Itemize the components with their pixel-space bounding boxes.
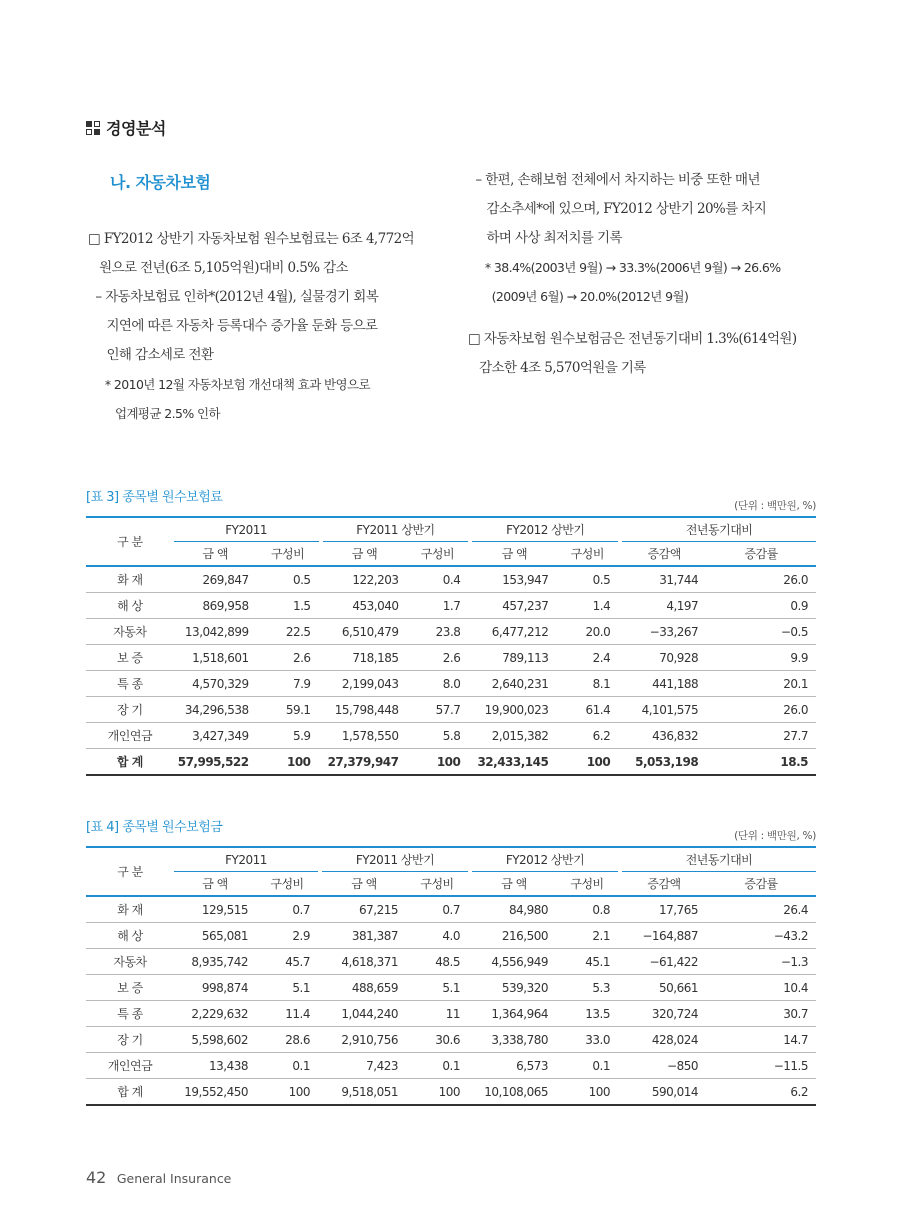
table-row (86, 749, 816, 776)
table-cell: 100 (257, 749, 319, 776)
table-cell: 100 (256, 1079, 318, 1106)
table-header-subcol: 구성비 (257, 542, 319, 567)
table-cell: 34,296,538 (174, 697, 257, 723)
table-cell: 31,744 (622, 566, 706, 593)
table-row (86, 1027, 816, 1053)
left-line-5: 인해 감소세로 전환 (88, 347, 214, 363)
table-3-unit: (단위 : 백만원, %) (734, 500, 816, 512)
row-label: 화 재 (86, 566, 174, 593)
table-header-subcol: 금 액 (322, 872, 406, 897)
table-cell: 0.9 (706, 593, 816, 619)
table-header-group: FY2012 상반기 (472, 847, 618, 872)
table-cell: 0.8 (556, 896, 618, 923)
table-cell: 2.6 (407, 645, 469, 671)
table-cell: 2.9 (256, 923, 318, 949)
table-cell: 32,433,145 (472, 749, 556, 776)
row-label: 합 계 (86, 1079, 174, 1106)
table-cell: 7,423 (322, 1053, 406, 1079)
table-cell: 2.4 (556, 645, 618, 671)
table-cell: 590,014 (622, 1079, 706, 1106)
table-cell: 28.6 (256, 1027, 318, 1053)
table-cell: 8.1 (556, 671, 618, 697)
table-cell: 5,598,602 (174, 1027, 256, 1053)
row-label: 보 증 (86, 975, 174, 1001)
table-cell: 5.3 (556, 975, 618, 1001)
table-cell: 5,053,198 (622, 749, 706, 776)
table-cell: 0.5 (556, 566, 618, 593)
page-number: 42 (86, 1168, 107, 1187)
table-header-subcol: 증감률 (706, 872, 816, 897)
table-cell: 100 (556, 749, 618, 776)
table-cell: 1,518,601 (174, 645, 257, 671)
left-note-1: * 2010년 12월 자동차보험 개선대책 효과 반영으로 (88, 377, 370, 392)
table-row (86, 645, 816, 671)
table-cell: 789,113 (472, 645, 556, 671)
table-4 (86, 846, 816, 1106)
table-cell: 57.7 (407, 697, 469, 723)
table-cell: 269,847 (174, 566, 257, 593)
row-label: 특 종 (86, 1001, 174, 1027)
table-cell: 3,427,349 (174, 723, 257, 749)
row-label: 해 상 (86, 923, 174, 949)
table-cell: 5.1 (256, 975, 318, 1001)
table-cell: 10,108,065 (472, 1079, 556, 1106)
table-cell: 441,188 (622, 671, 706, 697)
table-cell: 11 (406, 1001, 468, 1027)
table-cell: 19,900,023 (472, 697, 556, 723)
table-cell: 26.4 (706, 896, 816, 923)
table-cell: 100 (556, 1079, 618, 1106)
right-note-1: * 38.4%(2003년 9월) → 33.3%(2006년 9월) → 26.6% (468, 260, 781, 275)
table-cell: 57,995,522 (174, 749, 257, 776)
table-cell: 0.1 (406, 1053, 468, 1079)
right-note-2: (2009년 6월) → 20.0%(2012년 9월) (468, 289, 689, 304)
table-cell: 23.8 (407, 619, 469, 645)
row-label: 장 기 (86, 1027, 174, 1053)
right-line-1: – 한편, 손해보험 전체에서 차지하는 비중 또한 매년 (468, 172, 760, 188)
left-line-3: – 자동차보험료 인하*(2012년 4월), 실물경기 회복 (88, 289, 379, 305)
page-footer (86, 1168, 231, 1187)
table-cell: 100 (407, 749, 469, 776)
table-cell: −33,267 (622, 619, 706, 645)
table-cell: 153,947 (472, 566, 556, 593)
table-header-subcol: 구성비 (406, 872, 468, 897)
table-3-block (86, 488, 816, 776)
table-cell: 30.7 (706, 1001, 816, 1027)
table-header-subcol: 구성비 (556, 872, 618, 897)
table-cell: 8,935,742 (174, 949, 256, 975)
table-header-subcol: 금 액 (472, 542, 556, 567)
table-cell: 4,556,949 (472, 949, 556, 975)
table-header-group: 전년동기대비 (622, 847, 816, 872)
section-header (86, 116, 166, 139)
table-cell: 45.1 (556, 949, 618, 975)
table-cell: 129,515 (174, 896, 256, 923)
row-label: 합 계 (86, 749, 174, 776)
table-4-block (86, 818, 816, 1106)
table-cell: 565,081 (174, 923, 256, 949)
table-cell: 1,044,240 (322, 1001, 406, 1027)
table-cell: 13,042,899 (174, 619, 257, 645)
table-cell: 8.0 (407, 671, 469, 697)
table-cell: 13.5 (556, 1001, 618, 1027)
left-text-column (88, 225, 448, 428)
table-cell: 2,229,632 (174, 1001, 256, 1027)
table-header-subcol: 금 액 (174, 872, 256, 897)
row-label: 개인연금 (86, 723, 174, 749)
table-header-group: FY2011 (174, 847, 318, 872)
table-cell: 869,958 (174, 593, 257, 619)
table-cell: −164,887 (622, 923, 706, 949)
table-cell: 381,387 (322, 923, 406, 949)
subsection-title: 나. 자동차보험 (110, 173, 211, 192)
table-cell: 20.1 (706, 671, 816, 697)
right-line-4: □ 자동차보험 원수보험금은 전년동기대비 1.3%(614억원) (468, 331, 797, 347)
table-cell: 2.1 (556, 923, 618, 949)
table-cell: 6.2 (556, 723, 618, 749)
table-row (86, 593, 816, 619)
table-header-group: 전년동기대비 (622, 517, 816, 542)
table-header-subcol: 구성비 (256, 872, 318, 897)
table-cell: 0.1 (256, 1053, 318, 1079)
table-cell: 2,910,756 (322, 1027, 406, 1053)
right-line-3: 하며 사상 최저치를 기록 (468, 230, 622, 246)
table-4-body (86, 896, 816, 1105)
row-label: 보 증 (86, 645, 174, 671)
table-cell: 5.9 (257, 723, 319, 749)
table-cell: 70,928 (622, 645, 706, 671)
table-cell: 26.0 (706, 566, 816, 593)
table-cell: 26.0 (706, 697, 816, 723)
table-cell: 13,438 (174, 1053, 256, 1079)
left-line-4: 지연에 따른 자동차 등록대수 증가율 둔화 등으로 (88, 318, 378, 334)
table-cell: 50,661 (622, 975, 706, 1001)
table-cell: 998,874 (174, 975, 256, 1001)
table-cell: 457,237 (472, 593, 556, 619)
table-row (86, 697, 816, 723)
table-row (86, 949, 816, 975)
table-cell: 6,573 (472, 1053, 556, 1079)
table-cell: 27,379,947 (323, 749, 407, 776)
table-cell: 0.1 (556, 1053, 618, 1079)
table-row (86, 1053, 816, 1079)
right-text-column (468, 166, 818, 383)
table-cell: 9.9 (706, 645, 816, 671)
right-line-5: 감소한 4조 5,570억원을 기록 (468, 360, 646, 376)
table-cell: 0.5 (257, 566, 319, 593)
table-header-rowhead: 구 분 (86, 847, 174, 896)
row-label: 화 재 (86, 896, 174, 923)
table-cell: 488,659 (322, 975, 406, 1001)
table-row (86, 1079, 816, 1106)
table-cell: 4,618,371 (322, 949, 406, 975)
table-cell: 27.7 (706, 723, 816, 749)
table-cell: 0.4 (407, 566, 469, 593)
table-cell: 2.6 (257, 645, 319, 671)
table-cell: 428,024 (622, 1027, 706, 1053)
table-cell: 11.4 (256, 1001, 318, 1027)
table-cell: 3,338,780 (472, 1027, 556, 1053)
table-row (86, 619, 816, 645)
table-cell: 45.7 (256, 949, 318, 975)
table-cell: 216,500 (472, 923, 556, 949)
table-cell: 15,798,448 (323, 697, 407, 723)
table-cell: 6,510,479 (323, 619, 407, 645)
table-header-subcol: 금 액 (174, 542, 257, 567)
table-3 (86, 516, 816, 776)
table-3-title: [표 3] 종목별 원수보험료 (86, 490, 223, 505)
table-cell: 100 (406, 1079, 468, 1106)
left-line-1: □ FY2012 상반기 자동차보험 원수보험료는 6조 4,772억 (88, 231, 415, 247)
table-3-body (86, 566, 816, 775)
table-cell: 17,765 (622, 896, 706, 923)
row-label: 자동차 (86, 949, 174, 975)
table-cell: −0.5 (706, 619, 816, 645)
table-row (86, 923, 816, 949)
table-cell: 5.8 (407, 723, 469, 749)
table-cell: 9,518,051 (322, 1079, 406, 1106)
table-cell: 6,477,212 (472, 619, 556, 645)
table-cell: 1,364,964 (472, 1001, 556, 1027)
left-note-2: 업계평균 2.5% 인하 (88, 406, 220, 421)
row-label: 해 상 (86, 593, 174, 619)
table-header-group: FY2011 (174, 517, 319, 542)
table-row (86, 566, 816, 593)
table-cell: 4,101,575 (622, 697, 706, 723)
table-header-subcol: 금 액 (323, 542, 407, 567)
table-cell: 33.0 (556, 1027, 618, 1053)
table-row (86, 671, 816, 697)
table-cell: 539,320 (472, 975, 556, 1001)
table-cell: 2,640,231 (472, 671, 556, 697)
table-row (86, 723, 816, 749)
table-4-unit: (단위 : 백만원, %) (734, 830, 816, 842)
table-row (86, 1001, 816, 1027)
table-cell: 2,015,382 (472, 723, 556, 749)
table-cell: 2,199,043 (323, 671, 407, 697)
table-4-title: [표 4] 종목별 원수보험금 (86, 820, 223, 835)
table-cell: 84,980 (472, 896, 556, 923)
table-cell: 1.7 (407, 593, 469, 619)
row-label: 자동차 (86, 619, 174, 645)
table-cell: 61.4 (556, 697, 618, 723)
table-cell: 436,832 (622, 723, 706, 749)
table-cell: 14.7 (706, 1027, 816, 1053)
table-header-subcol: 구성비 (407, 542, 469, 567)
table-header-subcol: 증감액 (622, 542, 706, 567)
table-cell: 1.5 (257, 593, 319, 619)
table-cell: 0.7 (406, 896, 468, 923)
table-header-subcol: 구성비 (556, 542, 618, 567)
table-header-rowhead: 구 분 (86, 517, 174, 566)
section-title: 경영분석 (106, 119, 166, 138)
table-header-group: FY2011 상반기 (323, 517, 469, 542)
table-header-subcol: 증감률 (706, 542, 816, 567)
table-header-subcol: 증감액 (622, 872, 706, 897)
table-row (86, 896, 816, 923)
table-cell: 718,185 (323, 645, 407, 671)
table-cell: 18.5 (706, 749, 816, 776)
table-cell: 1.4 (556, 593, 618, 619)
table-header-subcol: 금 액 (472, 872, 556, 897)
table-cell: 59.1 (257, 697, 319, 723)
table-cell: 4.0 (406, 923, 468, 949)
table-cell: 320,724 (622, 1001, 706, 1027)
table-cell: 22.5 (257, 619, 319, 645)
table-cell: −850 (622, 1053, 706, 1079)
table-header-group: FY2011 상반기 (322, 847, 468, 872)
table-cell: 48.5 (406, 949, 468, 975)
table-cell: 10.4 (706, 975, 816, 1001)
table-cell: 1,578,550 (323, 723, 407, 749)
publication-name: General Insurance (116, 1171, 232, 1186)
row-label: 장 기 (86, 697, 174, 723)
left-line-2: 원으로 전년(6조 5,105억원)대비 0.5% 감소 (88, 260, 348, 276)
table-row (86, 975, 816, 1001)
table-cell: −11.5 (706, 1053, 816, 1079)
table-cell: 453,040 (323, 593, 407, 619)
right-line-2: 감소추세*에 있으며, FY2012 상반기 20%를 차지 (468, 201, 767, 217)
table-cell: 5.1 (406, 975, 468, 1001)
table-cell: 0.7 (256, 896, 318, 923)
table-cell: 4,197 (622, 593, 706, 619)
table-cell: 30.6 (406, 1027, 468, 1053)
table-cell: 4,570,329 (174, 671, 257, 697)
table-cell: −43.2 (706, 923, 816, 949)
table-cell: −1.3 (706, 949, 816, 975)
row-label: 개인연금 (86, 1053, 174, 1079)
section-squares-icon (86, 121, 100, 135)
table-cell: 7.9 (257, 671, 319, 697)
table-cell: 6.2 (706, 1079, 816, 1106)
row-label: 특 종 (86, 671, 174, 697)
table-cell: 122,203 (323, 566, 407, 593)
table-cell: 20.0 (556, 619, 618, 645)
table-cell: −61,422 (622, 949, 706, 975)
table-cell: 19,552,450 (174, 1079, 256, 1106)
table-cell: 67,215 (322, 896, 406, 923)
table-header-group: FY2012 상반기 (472, 517, 618, 542)
